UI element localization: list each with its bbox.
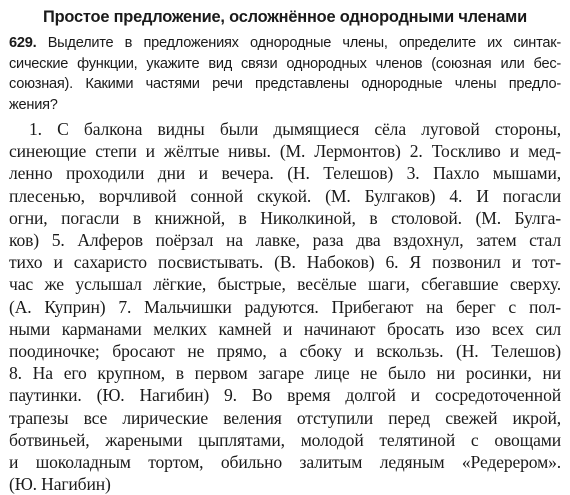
exercise-line: поодиночке; бросают не прямо, а сбоку и вскользь. (Н. Телешов) [9, 341, 561, 362]
exercise-line: паутинки. (Ю. Нагибин) 9. Во время долгой и сосредоточенной [9, 385, 561, 406]
task-instructions [9, 33, 561, 115]
task-line: сические функции, укажите вид связи однородных членов (союзная или бес- [9, 55, 561, 72]
exercise-line: огни, погасли в книжной, в Николкиной, в столовой. (М. Булга- [9, 207, 561, 228]
exercise-line: ными карманами мелких камней и начинают бросать изо всех сил [9, 318, 561, 339]
exercise-line: (Ю. Нагибин) [9, 474, 111, 495]
exercise-line: ленно проходили дни и вечера. (Н. Телешов) 3. Пахло мышами, [9, 163, 561, 184]
task-line: жения? [9, 96, 58, 113]
exercise-line: 8. На его крупном, в первом загаре лице не было ни росинки, ни [9, 363, 561, 384]
exercise-line: синеющие степи и жёлтые нивы. (М. Лермонтов) 2. Тоскливо и мед- [9, 141, 561, 162]
exercise-line: ков) 5. Алферов поёрзал на лавке, раза два вздохнул, затем стал [9, 230, 561, 251]
exercise-line: трапезы все лирические веления отступили перед свежей икрой, [9, 407, 561, 428]
exercise-line: плесенью, ворчливой сонной скукой. (М. Булгаков) 4. И погасли [9, 185, 561, 206]
exercise-line: и шоколадным тортом, обильно залитым ледяным «Редерером». [9, 452, 561, 473]
exercise-line: час же услышал лёгкие, быстрые, весёлые шаги, сбегавшие сверху. [9, 274, 561, 295]
task-number: 629. [9, 35, 37, 51]
exercise-line: 1. С балкона видны были дымящиеся сёла луговой стороны, [29, 119, 561, 139]
task-line [9, 33, 561, 54]
exercise-line: ботвиньей, жареными цыплятами, молодой телятиной с овощами [9, 429, 561, 450]
task-line: союзная). Какими частями речи представлены однородные члены предло- [9, 76, 561, 92]
exercise-line: (А. Куприн) 7. Мальчишки радуются. Прибегают на берег с пол- [9, 296, 561, 317]
section-heading: Простое предложение, осложнённое однородными членами [43, 8, 527, 26]
exercise-text [9, 118, 561, 495]
task-line-text: Выделите в предложениях однородные члены, определите их синтак- [47, 35, 561, 51]
exercise-line: тихо и сахаристо посвистывать. (В. Набоков) 6. Я позвонил и тот- [9, 252, 561, 273]
